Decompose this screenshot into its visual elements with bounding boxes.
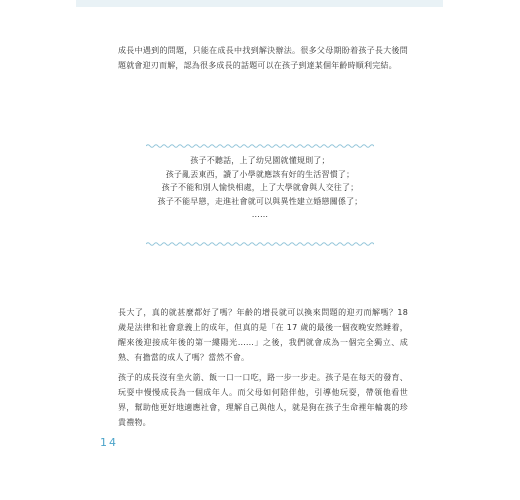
page-number: 14 bbox=[100, 436, 118, 449]
callout-line: 孩子不能和別人愉快相處，上了大學就會與人交往了； bbox=[161, 183, 359, 192]
paragraph-intro: 成長中遇到的問題，只能在成長中找到解決辦法。很多父母期盼着孩子長大後問題就會迎刃而解，認為很多成長的話題可以在孩子到達某個年齡時順利完結。 bbox=[118, 46, 408, 70]
wavy-divider-bottom bbox=[146, 240, 374, 248]
paragraph-growing-up: 長大了，真的就甚麼都好了嗎？年齡的增長就可以換來問題的迎刃而解嗎？18 歲是法律和社會意義上的成年，但真的是「在 17 歲的最後一個夜晚安然睡着，醒來後迎接成年後的第一縷陽光……」之後，我們就會成為一個完全獨立、成熟、有擔當的成人了嗎？當然不會。 bbox=[118, 308, 408, 362]
callout-line: 孩子不聽話，上了幼兒園就懂規則了； bbox=[190, 156, 330, 165]
header-band bbox=[76, 0, 443, 7]
callout-list bbox=[130, 154, 390, 222]
paragraph-parenting: 孩子的成長沒有坐火箭、飯一口一口吃，路一步一步走。孩子是在每天的發育、玩耍中慢慢成長為一個成年人。而父母如何陪伴他，引導他玩耍，帶領他看世界，幫助他更好地適應社會，理解自己與他人，就是狗在孩子生命裡年輪裏的珍貴禮物。 bbox=[118, 373, 408, 427]
wavy-divider-top bbox=[146, 142, 374, 150]
callout-line: 孩子亂丟東西，讀了小學就應該有好的生活習慣了； bbox=[165, 169, 355, 179]
callout-ellipsis: …… bbox=[251, 210, 269, 219]
callout-line: 孩子不能早戀，走進社會就可以與異性建立婚戀關係了； bbox=[157, 196, 363, 206]
